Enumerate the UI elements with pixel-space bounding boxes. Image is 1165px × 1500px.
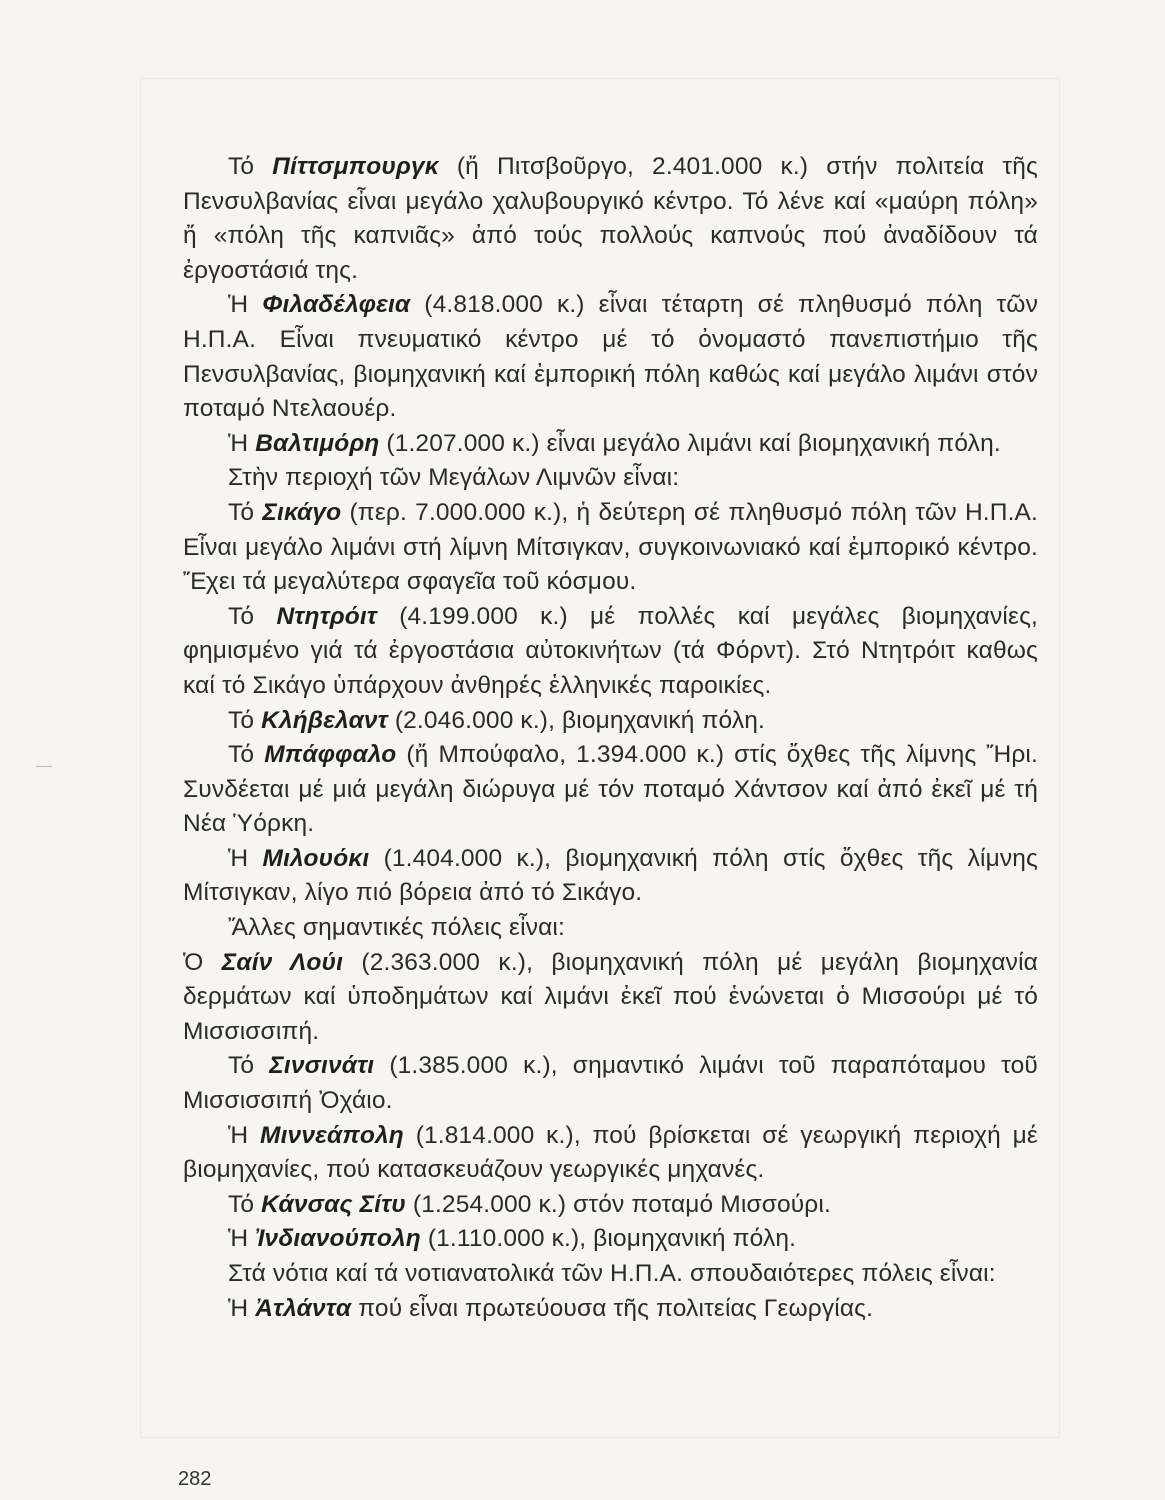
paragraph-atlanta: Ἡ Ἀτλάντα πού εἶναι πρωτεύουσα τῆς πολιτείας Γεωργίας. bbox=[228, 1294, 874, 1322]
city-name: Σινσινάτι bbox=[269, 1052, 375, 1080]
city-name: Πίττσμπουργκ bbox=[272, 153, 439, 180]
paragraph-buffalo: Τό Μπάφφαλο (ἤ Μπούφαλο, 1.394.000 κ.) στίς ὄχθες τῆς λίμνης Ἤρι. Συνδέεται μέ μιά μεγάλη διώρυγα μέ τόν ποταμό Χάντσον καί ἀπό ἐκεῖ μέ τή Νέα Ὑόρκη. bbox=[183, 741, 1038, 838]
city-name: Ντητρόιτ bbox=[276, 602, 377, 630]
scan-mark bbox=[36, 766, 52, 767]
paragraph-south-intro: Στά νότια καί τά νοτιανατολικά τῶν Η.Π.Α. σπουδαιότερες πόλεις εἶναι: bbox=[228, 1260, 996, 1287]
page-number: 282 bbox=[178, 1468, 212, 1490]
city-name: Σικάγο bbox=[262, 498, 342, 526]
paragraph-detroit: Τό Ντητρόιτ (4.199.000 κ.) μέ πολλές καί μεγάλες βιομηχανίες, φημισμένο γιά τά ἐργοστάσια αὐτοκινήτων (τά Φόρντ). Στό Ντητρόιτ καθως καί τό Σικάγο ὑπάρχουν ἀνθηρές ἑλληνικές παροικίες. bbox=[183, 602, 1038, 699]
city-name: Κλήβελαντ bbox=[261, 706, 388, 734]
paragraph-other-cities-intro: Ἄλλες σημαντικές πόλεις εἶναι: bbox=[228, 914, 565, 942]
paragraph-minneapolis: Ἡ Μιννεάπολη (1.814.000 κ.), πού βρίσκεται σέ γεωργική περιοχή μέ βιομηχανίες, πού κατασκευάζουν γεωργικές μηχανές. bbox=[183, 1121, 1038, 1184]
city-name: Ἀτλάντα bbox=[255, 1294, 352, 1322]
paragraph-cincinnati: Τό Σινσινάτι (1.385.000 κ.), σημαντικό λιμάνι τοῦ παραπόταμου τοῦ Μισσισσιπή Ὀχάιο. bbox=[183, 1052, 1038, 1115]
city-name: Φιλαδέλφεια bbox=[262, 291, 411, 319]
body-text bbox=[183, 150, 1038, 1326]
paragraph-philadelphia: Ἡ Φιλαδέλφεια (4.818.000 κ.) εἶναι τέταρτη σέ πληθυσμό πόλη τῶν Η.Π.Α. Εἶναι πνευματικό κέντρο μέ τό ὀνομαστό πανεπιστήμιο τῆς Πενσυλβανίας, βιομηχανική καί ἐμπορική πόλη καθώς καί μεγάλο λιμάνι στόν ποταμό Ντελαουέρ. bbox=[183, 291, 1038, 423]
paragraph-chicago: Τό Σικάγο (περ. 7.000.000 κ.), ἡ δεύτερη σέ πληθυσμό πόλη τῶν Η.Π.Α. Εἶναι μεγάλο λιμάνι στή λίμνη Μίτσιγκαν, συγκοινωνιακό καί ἐμπορικό κέντρο. Ἔχει τά μεγαλύτερα σφαγεῖα τοῦ κόσμου. bbox=[183, 498, 1038, 596]
city-name: Μιννεάπολη bbox=[260, 1121, 404, 1149]
paragraph-great-lakes-intro: Στὴν περιοχή τῶν Μεγάλων Λιμνῶν εἶναι: bbox=[228, 464, 680, 492]
paragraph-milwaukee: Ἡ Μιλουόκι (1.404.000 κ.), βιομηχανική πόλη στίς ὄχθες τῆς λίμνης Μίτσιγκαν, λίγο πιό βόρεια ἀπό τό Σικάγο. bbox=[183, 844, 1038, 907]
city-name: Κάνσας Σίτυ bbox=[261, 1190, 406, 1218]
paragraph-indianapolis: Ἡ Ἰνδιανούπολη (1.110.000 κ.), βιομηχανική πόλη. bbox=[228, 1225, 797, 1253]
city-name: Βαλτιμόρη bbox=[255, 429, 380, 457]
city-name: Ἰνδιανούπολη bbox=[255, 1225, 421, 1253]
paragraph-st-louis: Ὁ Σαίν Λούι (2.363.000 κ.), βιομηχανική πόλη μέ μεγάλη βιομηχανία δερμάτων καί ὑποδημάτων καί λιμάνι ἐκεῖ πού ἑνώνεται ὁ Μισσούρι μέ τό Μισσισσιπή. bbox=[183, 948, 1038, 1045]
city-name: Σαίν Λούι bbox=[221, 948, 344, 976]
city-name: Μιλουόκι bbox=[262, 844, 370, 872]
paragraph-cleveland: Τό Κλήβελαντ (2.046.000 κ.), βιομηχανική πόλη. bbox=[228, 706, 765, 734]
paragraph-pittsburgh: Τό Πίττσμπουργκ (ἤ Πιτσβοῦργο, 2.401.000 κ.) στήν πολιτεία τῆς Πενσυλβανίας εἶναι μεγάλο χαλυβουργικό κέντρο. Τό λένε καί «μαύρη πόλη» ἤ «πόλη τῆς καπνιᾶς» ἀπό τούς πολλούς καπνούς πού ἀναδίδουν τά ἐργοστάσιά της. bbox=[183, 153, 1038, 284]
city-name: Μπάφφαλο bbox=[264, 741, 397, 769]
paragraph-kansas-city: Τό Κάνσας Σίτυ (1.254.000 κ.) στόν ποταμό Μισσούρι. bbox=[228, 1190, 831, 1218]
paragraph-baltimore: Ἡ Βαλτιμόρη (1.207.000 κ.) εἶναι μεγάλο λιμάνι καί βιομηχανική πόλη. bbox=[228, 429, 1001, 457]
